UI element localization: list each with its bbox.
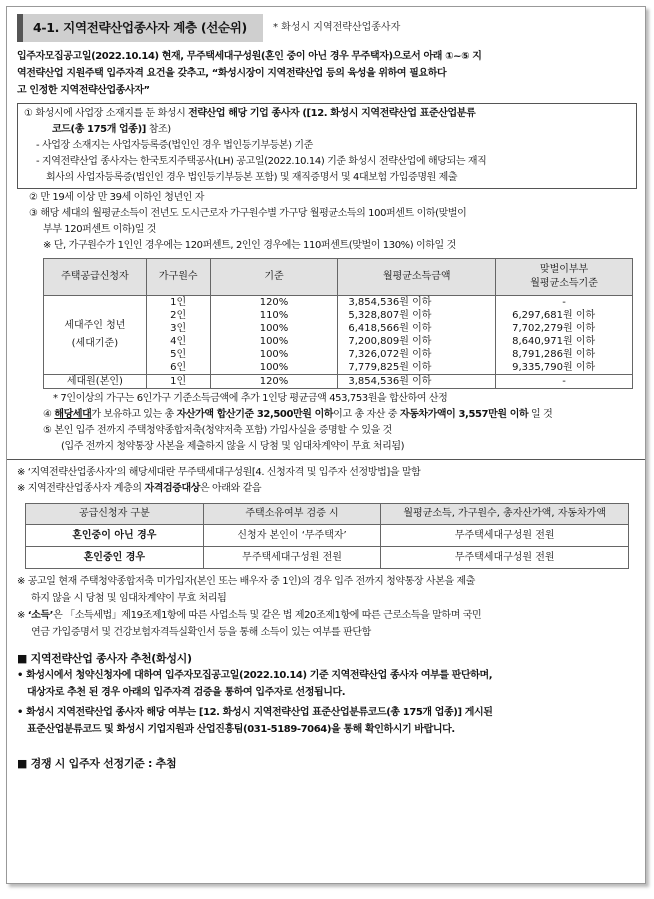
table-row: 2인 110% 5,328,807원 이하 6,297,681원 이하	[44, 309, 633, 322]
requirement-5: ⑤ 본인 입주 전까지 주택청약종합저축(청약저축 포함) 가입사실을 증명할 수 있을 것	[43, 425, 392, 436]
verification-table-header: 공급신청자 구분 주택소유여부 검증 시 월평균소득, 가구원수, 총자산가액, 자동차가액	[26, 504, 629, 525]
recommendation-bullet-2: • 화성시 지역전략산업 종사자 해당 여부는 [12. 화성시 지역전략산업 표준산업분류코드(총 175개 업종)] 게시된 표준산업분류코드 및 화성시 기업지원과 산업진흥팀(031-5189-7064)을 통해 확인하시기 바랍니다.	[17, 707, 493, 735]
intro-paragraph: 입주자모집공고일(2022.10.14) 현재, 무주택세대구성원(혼인 중이 아닌 경우 무주택자)으로서 아래 ①~⑤ 지 역전략산업 지원주택 입주자격 요건을 갖추고, “화성시장이 지역전략산업 등의 육성을 위하여 필요하다 고 인정한 지역전략산업종사자”	[17, 51, 482, 96]
table-row: 3인 100% 6,418,566원 이하 7,702,279원 이하	[44, 322, 633, 335]
section-header	[17, 14, 637, 42]
section-title: 4-1. 지역전략산업종사자 계층 (선순위)	[33, 20, 247, 35]
table-row: 세대원(본인) 1인 120% 3,854,536원 이하 -	[44, 375, 633, 389]
note-verification: ※ 지역전략산업종사자 계층의 자격검증대상은 아래와 같음	[17, 483, 262, 494]
verification-table	[25, 503, 629, 569]
requirement-1-detail: - 사업장 소재지는 사업자등록증(법인인 경우 법인등기부등본) 기준	[36, 140, 313, 151]
section-title-tag	[17, 14, 263, 42]
note-savings-account: ※ 공고일 현재 주택청약종합저축 미가입자(본인 또는 배우자 중 1인)의 경우 입주 전까지 청약통장 사본을 제출	[17, 576, 476, 587]
recommendation-heading: ■ 지역전략산업 종사자 추천(화성시)	[17, 652, 192, 665]
income-table	[43, 258, 633, 389]
note-seven-plus: * 7인이상의 가구는 6인가구 기준소득금액에 추가 1인당 평균금액 453,753원을 합산하여 산정	[53, 393, 448, 404]
note-income-definition: ※ ‘소득’은 「소득세법」제19조제1항에 따른 사업소득 및 같은 법 제20조제1항에 따른 근로소득을 말하며 국민	[17, 610, 482, 621]
divider	[7, 459, 646, 460]
table-row: 5인 100% 7,326,072원 이하 8,791,286원 이하	[44, 348, 633, 361]
selection-criteria-value: 추첨	[155, 757, 177, 770]
requirement-3: ③ 해당 세대의 월평균소득이 전년도 도시근로자 가구원수별 가구당 월평균소득의 100퍼센트 이하(맞벌이	[29, 208, 467, 219]
table-row: 혼인중인 경우 무주택세대구성원 전원 무주택세대구성원 전원	[26, 547, 629, 569]
table-row: 세대주인 청년 (세대기준) 1인 120% 3,854,536원 이하 -	[44, 296, 633, 310]
requirement-4: ④ 해당세대가 보유하고 있는 총 자산가액 합산기준 32,500만원 이하이고 총 자산 중 자동차가액이 3,557만원 이하 일 것	[43, 409, 553, 420]
note-household: ※ ‘지역전략산업종사자’의 해당세대란 무주택세대구성원[4. 신청자격 및 입주자 선정방법]을 말함	[17, 467, 421, 478]
group-label: 세대주인 청년 (세대기준)	[44, 296, 147, 375]
selection-criteria: ■ 경쟁 시 입주자 선정기준 : 추첨	[17, 757, 177, 770]
recommendation-bullet-1: • 화성시에서 청약신청자에 대하여 입주자모집공고일(2022.10.14) 기준 지역전략산업 종사자 여부를 판단하며, 대상자로 추천 된 경우 아래의 입주자격 검증을 통하여 입주자로 선정됩니다.	[17, 670, 493, 698]
table-row: 4인 100% 7,200,809원 이하 8,640,971원 이하	[44, 335, 633, 348]
income-table-header: 주택공급신청자 가구원수 기준 월평균소득금액 맞벌이부부 월평균소득기준	[44, 259, 633, 296]
title-accent-bar	[17, 14, 23, 42]
document-page: 4-1. 지역전략산업종사자 계층 (선순위) * 화성시 지역전략산업종사자 입주자모집공고일(2022.10.14) 현재, 무주택세대구성원(혼인 중이 아닌 경우 무주택자)으로서 아래 ①~⑤ 지 역전략산업 지원주택 입주자격 요건을 갖추고, “화성시장이 지역전략산업 등의 육성을 위하여 필요하다 고 인정한 지역전략산업종사자” ① 화성시에 사업장 소재지를 둔 화성시 전략산업 해당 기업 종사자 ([12. 화성시 지역전략산업 표준산업분류 코드(총 175개 업종)] 참조) - 사업장 소재지는 사업자등록증(법인인 경우 법인등기부등본) 기준 - 지역전략산업 종사자는 한국토지주택공사(LH) 공고일(2022.10.14) 기준 화성시 전략산업에 해당되는 재직 회사의 사업자등록증(법인인 경우 법인등기부등본 포함) 및 재직증명서 및 4대보험 가입증명원 제출 ② 만 19세 이상 만 39세 이하인 청년인 자 ③ 해당 세대의 월평균소득이 전년도 도시근로자 가구원수별 가구당 월평균소득의 100퍼센트 이하(맞벌이 부부 120퍼센트 이하)일 것 ※ 단, 가구원수가 1인인 경우에는 120퍼센트, 2인인 경우에는 110퍼센트(맞벌이 130%) 이하일 것 주택공급신청자 가구원수 기준 월평균소득금액 맞벌이부부 월평균소득기준 세대주인 청년 (세대기준) 1인 120% 3,854,536원 이하 - 2인 110% 5,328,807원 이하 6,297,681원 이하 3인 100% 6,418,566원 이하 7,702,279원 이하 4인 100% 7,200,809원 이하 8,640,971원 이하 5인 100% 7,326,072원 이하 8,791,286원 이하 6인 100% 7,779,825원 이하 9,335,790원 이하 세대원(본인) 1인 120% 3,854,536원 이하 - * 7인이상의 가구는 6인가구 기준소득금액에 추가 1인당 평균금액 453,753원을 합산하여 산정 ④ 해당세대가 보유하고 있는 총 자산가액 합산기준 32,500만원 이하이고 총 자산 중 자동차가액이 3,557만원 이하 일 것 ⑤ 본인 입주 전까지 주택청약종합저축(청약저축 포함) 가입사실을 증명할 수 있을 것 (입주 전까지 청약통장 사본을 제출하지 않을 시 당첨 및 임대차계약이 무효 처리됨) ※ ‘지역전략산업종사자’의 해당세대란 무주택세대구성원[4. 신청자격 및 입주자 선정방법]을 말함 ※ 지역전략산업종사자 계층의 자격검증대상은 아래와 같음 공급신청자 구분 주택소유여부 검증 시 월평균소득, 가구원수, 총자산가액, 자동차가액 혼인중이 아닌 경우 신청자 본인이 ‘무주택자’ 무주택세대구성원 전원 혼인중인 경우 무주택세대구성원 전원 무주택세대구성원 전원 ※ 공고일 현재 주택청약종합저축 미가입자(본인 또는 배우자 중 1인)의 경우 입주 전까지 청약통장 사본을 제출 하지 않을 시 당첨 및 임대차계약이 무효 처리됨 ※ ‘소득’은 「소득세법」제19조제1항에 따른 사업소득 및 같은 법 제20조제1항에 따른 근로소득을 말하며 국민 연금 가입증명서 및 건강보험자격득실확인서 등을 통해 소득이 있는 여부를 판단함 ■ 지역전략산업 종사자 추천(화성시) • 화성시에서 청약신청자에 대하여 입주자모집공고일(2022.10.14) 기준 지역전략산업 종사자 여부를 판단하며, 대상자로 추천 된 경우 아래의 입주자격 검증을 통하여 입주자로 선정됩니다. • 화성시 지역전략산업 종사자 해당 여부는 [12. 화성시 지역전략산업 표준산업분류코드(총 175개 업종)] 게시된 표준산업분류코드 및 화성시 기업지원과 산업진흥팀(031-5189-7064)을 통해 확인하시기 바랍니다. ■ 경쟁 시 입주자 선정기준 : 추첨	[6, 6, 646, 884]
table-row: 혼인중이 아닌 경우 신청자 본인이 ‘무주택자’ 무주택세대구성원 전원	[26, 525, 629, 547]
table-row: 6인 100% 7,779,825원 이하 9,335,790원 이하	[44, 361, 633, 375]
requirement-1-box: ① 화성시에 사업장 소재지를 둔 화성시 전략산업 해당 기업 종사자 ([12. 화성시 지역전략산업 표준산업분류 코드(총 175개 업종)] 참조) - 사업장 소재지는 사업자등록증(법인인 경우 법인등기부등본) 기준 - 지역전략산업 종사자는 한국토지주택공사(LH) 공고일(2022.10.14) 기준 화성시 전략산업에 해당되는 재직 회사의 사업자등록증(법인인 경우 법인등기부등본 포함) 및 재직증명서 및 4대보험 가입증명원 제출	[17, 103, 637, 189]
requirement-1: ① 화성시에 사업장 소재지를 둔 화성시 전략산업 해당 기업 종사자 ([12. 화성시 지역전략산업 표준산업분류	[24, 108, 476, 119]
section-note: * 화성시 지역전략산업종사자	[272, 22, 401, 33]
requirement-2: ② 만 19세 이상 만 39세 이하인 청년인 자	[29, 192, 205, 203]
